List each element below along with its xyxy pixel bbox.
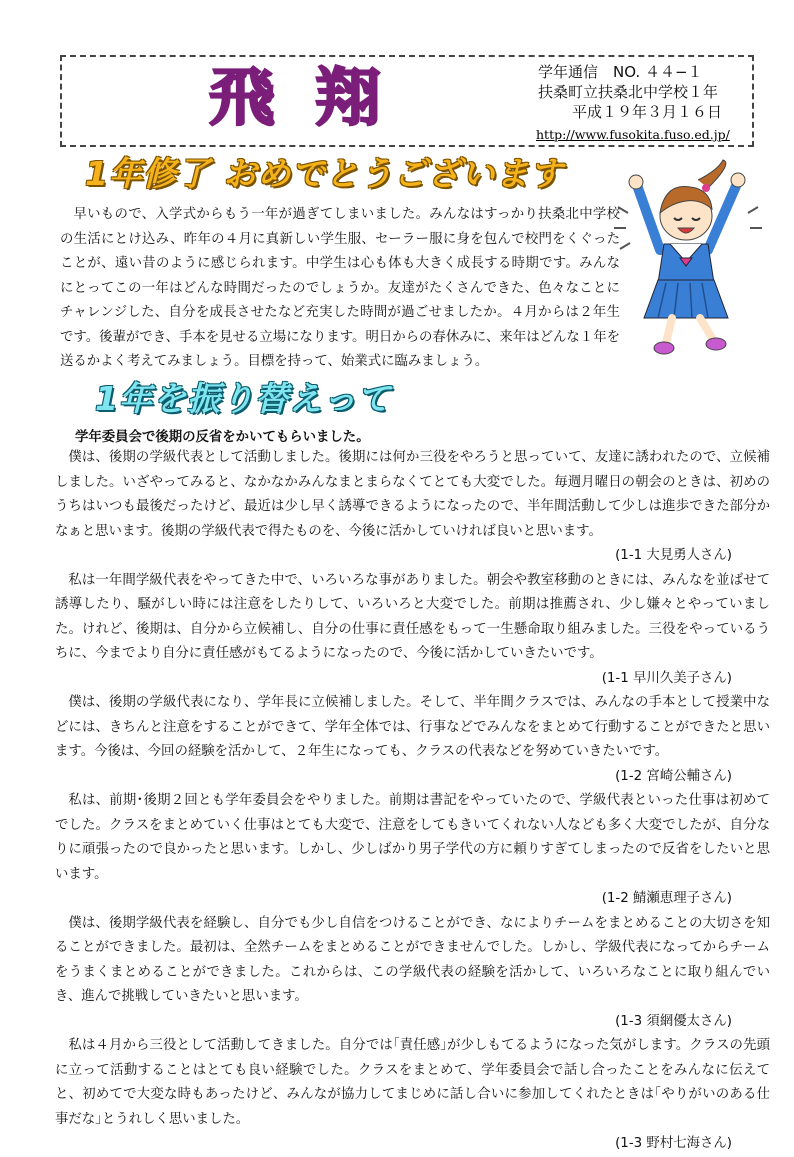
section1-body: 早いもので、入学式からもう一年が過ぎてしまいました。みんなはすっかり扶桑北中学校の生活にとけ込み、昨年の４月に真新しい学生服、セーラー服に身を包んで校門をくぐったことが、遠い昔のように感じられます。中学生は心も体も大きく成長する時期です。みんなにとってこの一年はどんな時間だったのでしょうか。友達がたくさんできた、色々なことにチャレンジした、自分を成長させたなど充実した時間が過ごせましたか。４月からは２年生です。後輩ができ、手本を見せる立場になります。明日からの春休みに、来年はどんな１年を送るかよく考えてみましょう。目標を持って、始業式に臨みましょう。 xyxy=(60,207,620,370)
comment-item xyxy=(55,691,770,789)
section1-heading: 1年修了 おめでとうございます xyxy=(85,154,564,193)
school-url-link[interactable]: http://www.fusokita.fuso.ed.jp/ xyxy=(536,127,730,142)
comment-item xyxy=(55,446,770,569)
comment-signature: (1-2 宮崎公輔さん) xyxy=(615,768,732,784)
comment-signature: (1-2 鯖瀬恵理子さん) xyxy=(601,891,732,906)
comment-signature: (1-3 須網優太さん) xyxy=(615,1013,732,1029)
issue-number: 学年通信 NO. ４４−１ xyxy=(538,63,703,81)
comment-item xyxy=(55,789,770,912)
masthead-title-text: 飛翔 xyxy=(209,61,421,132)
comment-text: 僕は、後期の学級代表になり、学年長に立候補しました。そして、半年間クラスでは、みんなの手本として授業中などには、きちんと注意をすることができて、学年全体では、行事などでみんなをまとめて行動することができたと思います。今後は、今回の経験を活かして、２年生になっても、クラスの代表などを努めていきたいです。 xyxy=(55,695,770,759)
jumping-girl-icon xyxy=(608,158,768,363)
masthead-title xyxy=(130,60,500,132)
comment-item xyxy=(55,912,770,1035)
section2-heading: 1年を振り替えって xyxy=(95,379,391,418)
issue-date: 平成１９年３月１６日 xyxy=(572,103,723,121)
comment-text: 私は、前期･後期２回とも学年委員会をやりました。前期は書記をやっていたので、学級代表といった仕事は初めてでした。クラスをまとめていく仕事はとても大変で、注意をしてもきいてくれない人なども多く大変でしたが、自分なりに頑張ったので良かったと思います。しかし、少しばかり男子学代の方に頼りすぎてしまったので反省をしたいと思います。 xyxy=(55,793,770,882)
comment-signature: (1-1 早川久美子さん) xyxy=(601,670,732,686)
reflection-comments xyxy=(55,446,770,1157)
comment-text: 私は一年間学級代表をやってきた中で、いろいろな事がありました。朝会や教室移動のときには、みんなを並ばせて誘導したり、騒がしい時には注意をしたりして、いろいろと大変でした。前期は推薦され、少し嫌々とやっていました。けれど、後期は、自分から立候補し、自分の仕事に責任感をもって一生懸命取り組みました。三役をやっているうちに、今までより自分に責任感がもてるようになったので、今後に活かしていきたいです。 xyxy=(55,572,770,661)
comment-signature: (1-3 野村七海さん) xyxy=(615,1136,732,1151)
comment-item xyxy=(55,569,770,692)
comment-item xyxy=(55,1034,770,1157)
comment-signature: (1-1 大見勇人さん) xyxy=(615,548,732,563)
section2-subheading: 学年委員会で後期の反省をかいてもらいました。 xyxy=(75,430,370,445)
comment-text: 僕は、後期学級代表を経験し、自分でも少し自信をつけることができ、なによりチームをまとめることの大切さを知ることができました。最初は、全然チームをまとめることができませんでした。しかし、学級代表になってからチームをうまくまとめることができました。これからは、この学級代表の経験を活かして、いろいろなことに取り組んでいき、進んで挑戦していきたいと思います。 xyxy=(55,915,770,1004)
school-name: 扶桑町立扶桑北中学校１年 xyxy=(538,83,719,101)
issue-info xyxy=(538,62,748,122)
comment-text: 私は４月から三役として活動してきました。自分では｢責任感｣が少しもてるようになった気がします。クラスの先頭に立って活動することはとても良い経験でした。クラスをまとめて、学年委員会で話し合ったことをみんなに伝えてと、初めてで大変な時もあったけど、みんなが協力してまじめに話し合いに参加してくれたときは｢やりがいのある仕事だな｣とうれしく思いました。 xyxy=(55,1038,770,1127)
comment-text: 僕は、後期の学級代表として活動しました。後期には何か三役をやろうと思っていて、友達に誘われたので、立候補しました。いざやってみると、なかなかみんなまとまらなくてとても大変でした。毎週月曜日の朝会のときは、初めのうちはいつも最後だったけど、最近は少し早く誘導できるようになったので、半年間活動して少しは進歩できた部分かなぁと思います。後期の学級代表で得たものを、今後に活かしていければ良いと思います。 xyxy=(55,450,770,539)
